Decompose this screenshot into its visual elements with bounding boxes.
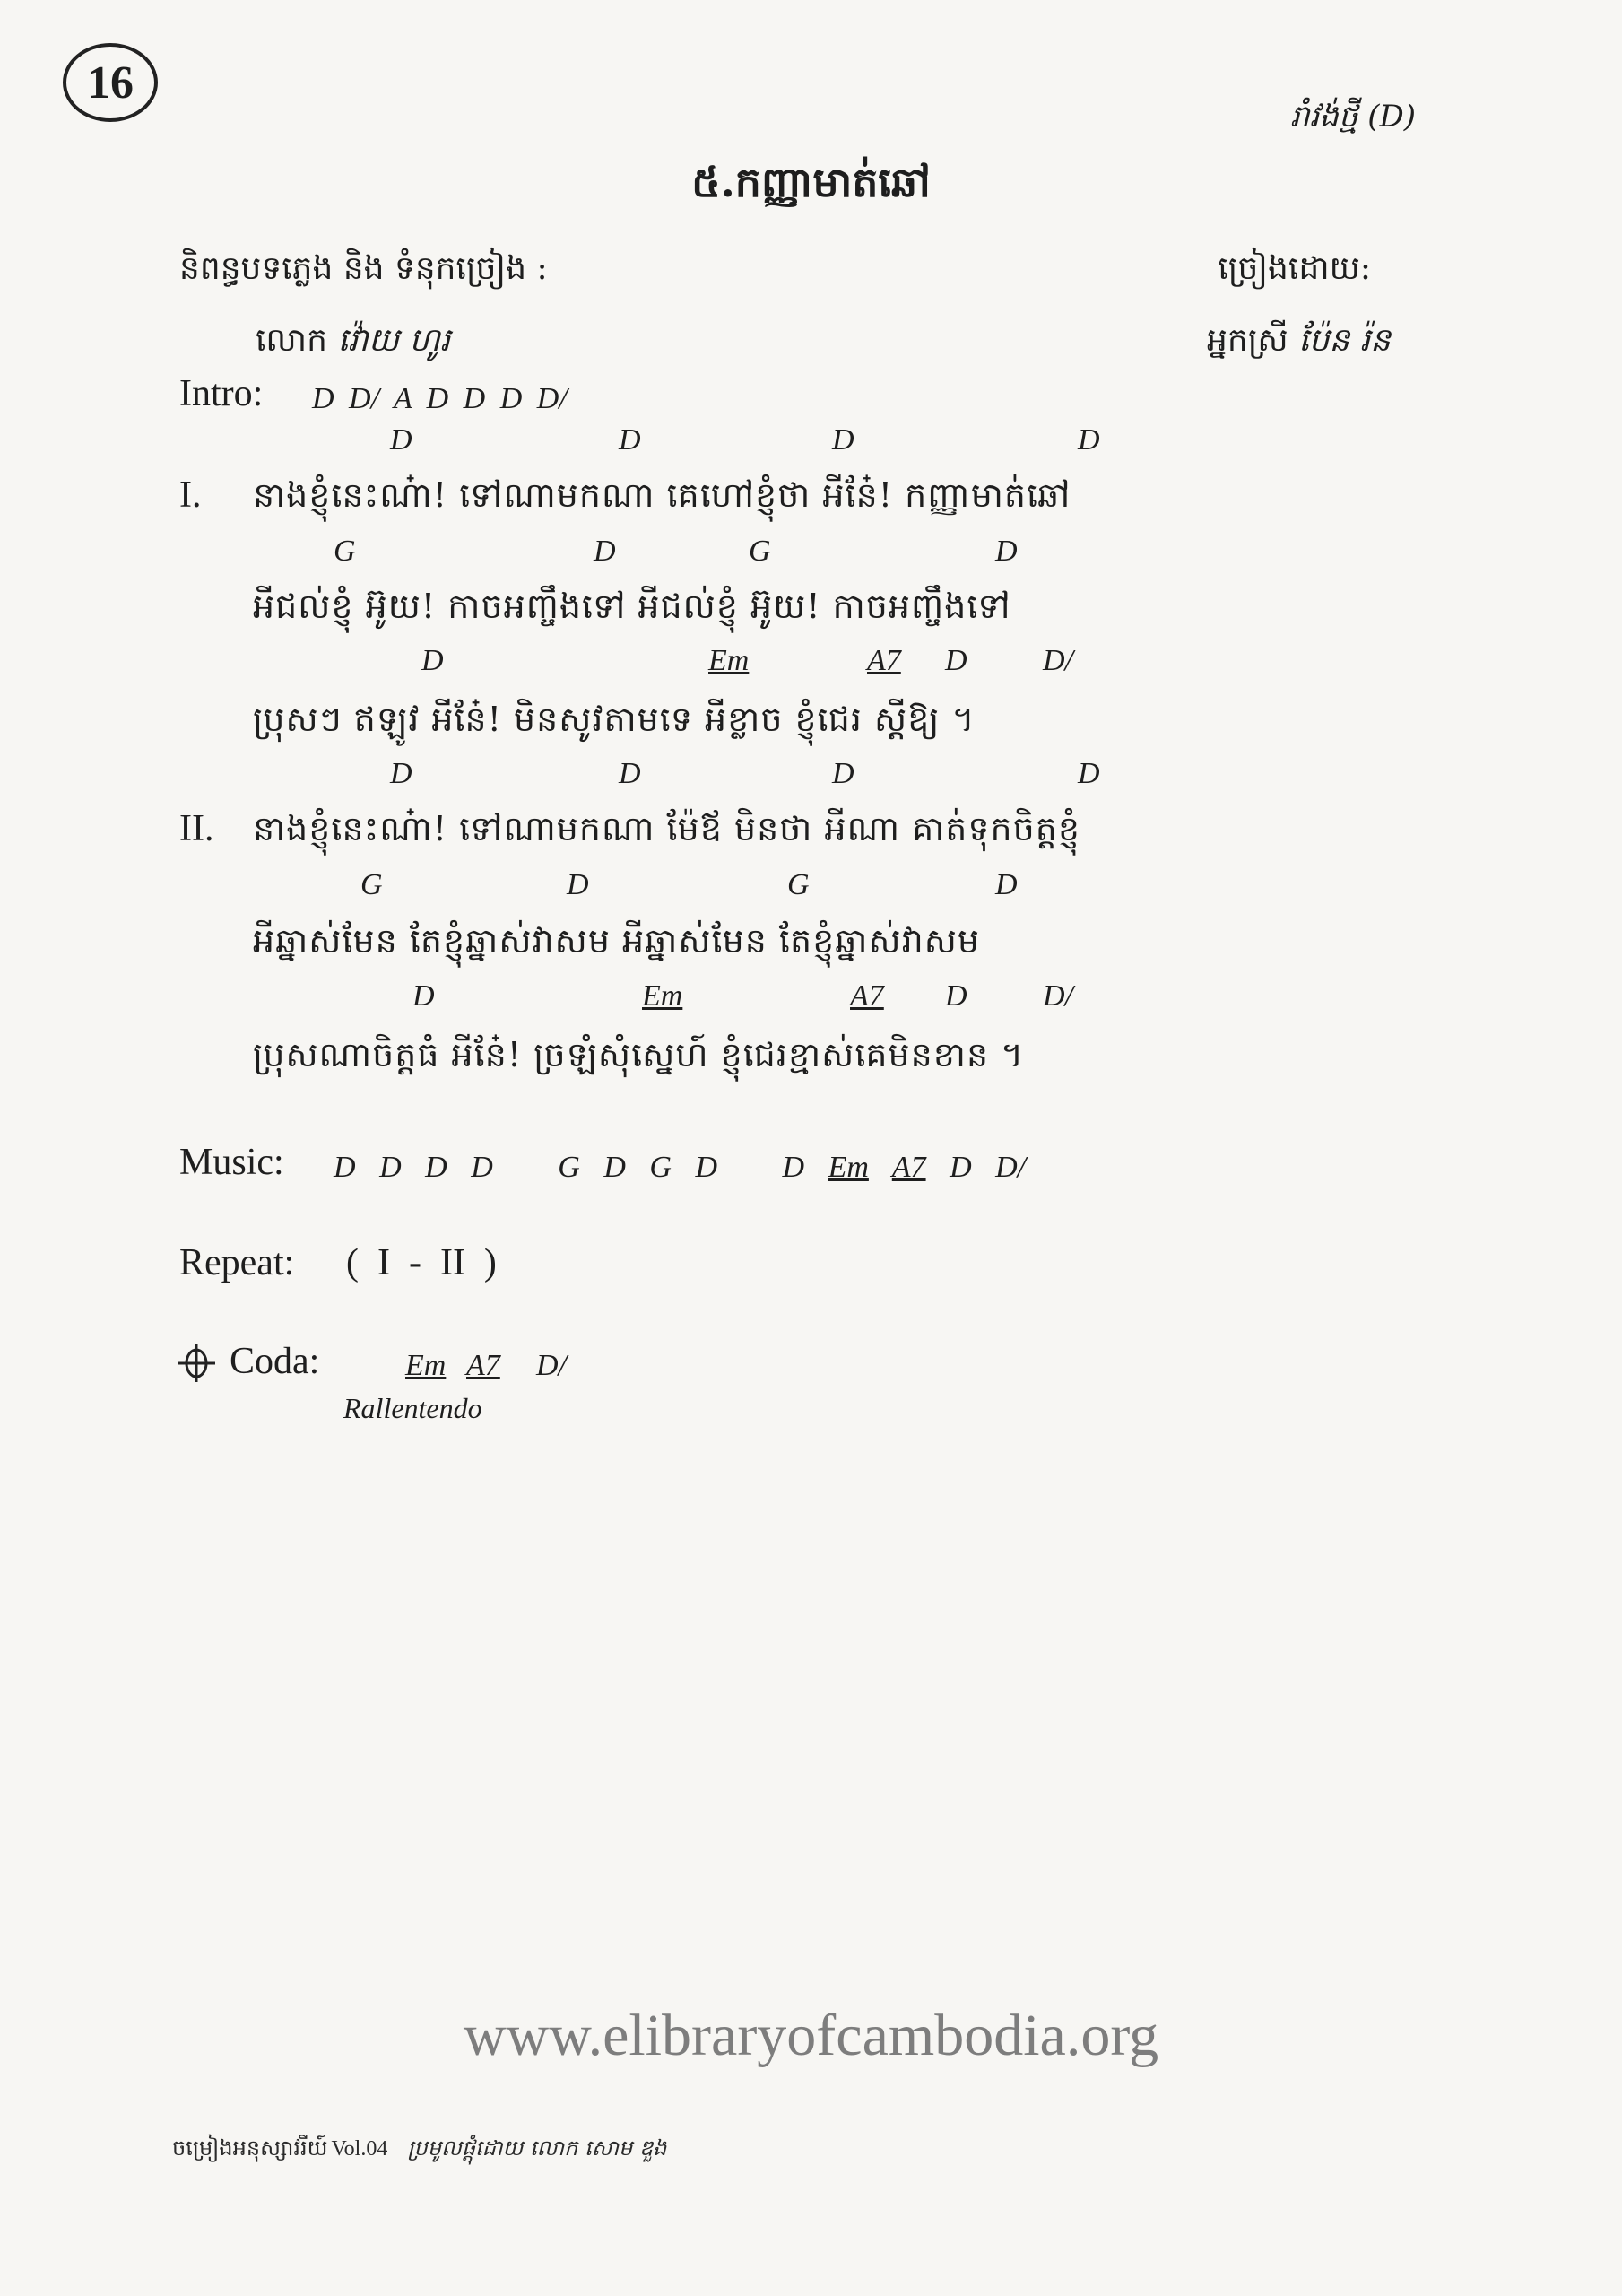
- coda-icon: [176, 1343, 217, 1384]
- composer-prefix: លោក: [256, 322, 327, 359]
- watermark: www.elibraryofcambodia.org: [463, 2003, 1159, 2068]
- verse-1-numeral: I.: [179, 474, 202, 516]
- chord: D: [603, 1151, 626, 1184]
- footer-book: ចម្រៀងអនុស្សាវរីយ៍: [172, 2135, 328, 2161]
- chord: D: [832, 757, 854, 790]
- music-label: Music:: [179, 1142, 284, 1183]
- chord: D: [832, 423, 854, 457]
- footer-volume: Vol.04: [331, 2137, 388, 2161]
- chord: A7: [867, 644, 901, 677]
- chord: Em: [708, 644, 750, 677]
- chord: D: [695, 1151, 717, 1184]
- chord: G: [360, 868, 383, 901]
- chord: D: [945, 644, 967, 677]
- chord: D: [995, 535, 1018, 568]
- singer-prefix: អ្នកស្រី: [1206, 322, 1288, 359]
- chord: D: [567, 868, 589, 901]
- chord: G: [558, 1151, 580, 1184]
- lyric-line: នាងខ្ញុំនេះណ៎ា! ទៅណាមកណា ម៉ែឪ មិនថា អីណា គាត់ទុកចិត្តខ្ញុំ: [253, 809, 1080, 848]
- chord: D: [619, 757, 641, 790]
- chord: D: [390, 757, 412, 790]
- singer-name: ប៉ែន រ៉ន: [1298, 322, 1391, 359]
- chord: D: [412, 979, 435, 1013]
- song-title: ៥.កញ្ញាមាត់ឆៅ: [691, 158, 931, 206]
- footer-compiled-by: ប្រមូលផ្តុំដោយ លោក សោម ឌួង: [407, 2135, 667, 2161]
- chord: A7: [466, 1349, 500, 1382]
- lyric-line: អីជល់ខ្ញុំ អ៊ូយ! កាចអញ្ចឹងទៅ អីជល់ខ្ញុំ អ៊ូយ! កាចអញ្ចឹងទៅ: [253, 587, 1011, 626]
- chord: D: [782, 1151, 805, 1184]
- repeat-value: ( I - II ): [346, 1242, 497, 1283]
- chord: D: [619, 423, 641, 457]
- page-number: 16: [63, 43, 158, 122]
- chord: G: [649, 1151, 672, 1184]
- chord: D: [995, 868, 1018, 901]
- chord: D: [594, 535, 616, 568]
- music-chords: [334, 1151, 1042, 1185]
- footer: [172, 2135, 666, 2166]
- coda-note: Rallentendo: [343, 1392, 482, 1424]
- composer-label: និពន្ធបទភ្លេង និង ទំនុកច្រៀង :: [179, 250, 548, 287]
- chord: D: [421, 644, 444, 677]
- chord: D: [945, 979, 967, 1013]
- lyric-line: អីឆ្នាស់មែន តែខ្ញុំឆ្នាស់វាសម អីឆ្នាស់មែន តែខ្ញុំឆ្នាស់វាសម: [253, 921, 980, 961]
- rhythm-label: រាំវង់ថ្មី (D): [1289, 99, 1416, 135]
- composer-name: វ៉ោយ ហូរ: [337, 322, 451, 359]
- chord: D: [471, 1151, 493, 1184]
- coda-label: Coda:: [230, 1341, 320, 1382]
- chord: D/: [1043, 644, 1073, 677]
- chord: G: [749, 535, 771, 568]
- chord: Em: [405, 1349, 447, 1382]
- chord: D/: [995, 1151, 1027, 1184]
- intro-label: Intro:: [179, 373, 264, 414]
- intro-chords: D D/ A D D D D/: [312, 382, 568, 415]
- chord: Em: [828, 1151, 869, 1184]
- composer-credit: [256, 319, 450, 367]
- singer-credit: [1207, 319, 1391, 367]
- verse-2-numeral: II.: [179, 808, 214, 849]
- chord: D: [950, 1151, 972, 1184]
- lyric-line: ប្រុសៗ ឥឡូវ អីនែ៎! មិនសូវតាមទេ អីខ្លាច ខ្ញុំជេរ ស្តីឱ្យ ។: [253, 700, 976, 739]
- chord: G: [334, 535, 356, 568]
- repeat-label: Repeat:: [179, 1242, 295, 1283]
- chord: Em: [642, 979, 683, 1013]
- chord: D: [425, 1151, 447, 1184]
- singer-label: ច្រៀងដោយ:: [1218, 250, 1371, 287]
- lyric-line: ប្រុសណាចិត្តធំ អីនែ៎! ច្រឡំសុំស្នេហ៍ ខ្ញុំជេរខ្មាស់គេមិនខាន ។: [253, 1035, 1025, 1074]
- chord: D/: [1043, 979, 1073, 1013]
- chord: D: [379, 1151, 402, 1184]
- chord: D: [1078, 423, 1100, 457]
- chord: A7: [891, 1151, 926, 1184]
- chord: D: [1078, 757, 1100, 790]
- chord: D: [390, 423, 412, 457]
- chord: D: [334, 1151, 356, 1184]
- chord: A7: [850, 979, 884, 1013]
- chord: G: [787, 868, 810, 901]
- lyric-line: នាងខ្ញុំនេះណ៎ា! ទៅណាមកណា គេហៅខ្ញុំថា អីនែ៎! កញ្ញាមាត់ឆៅ: [253, 475, 1071, 515]
- chord: D/: [536, 1349, 567, 1382]
